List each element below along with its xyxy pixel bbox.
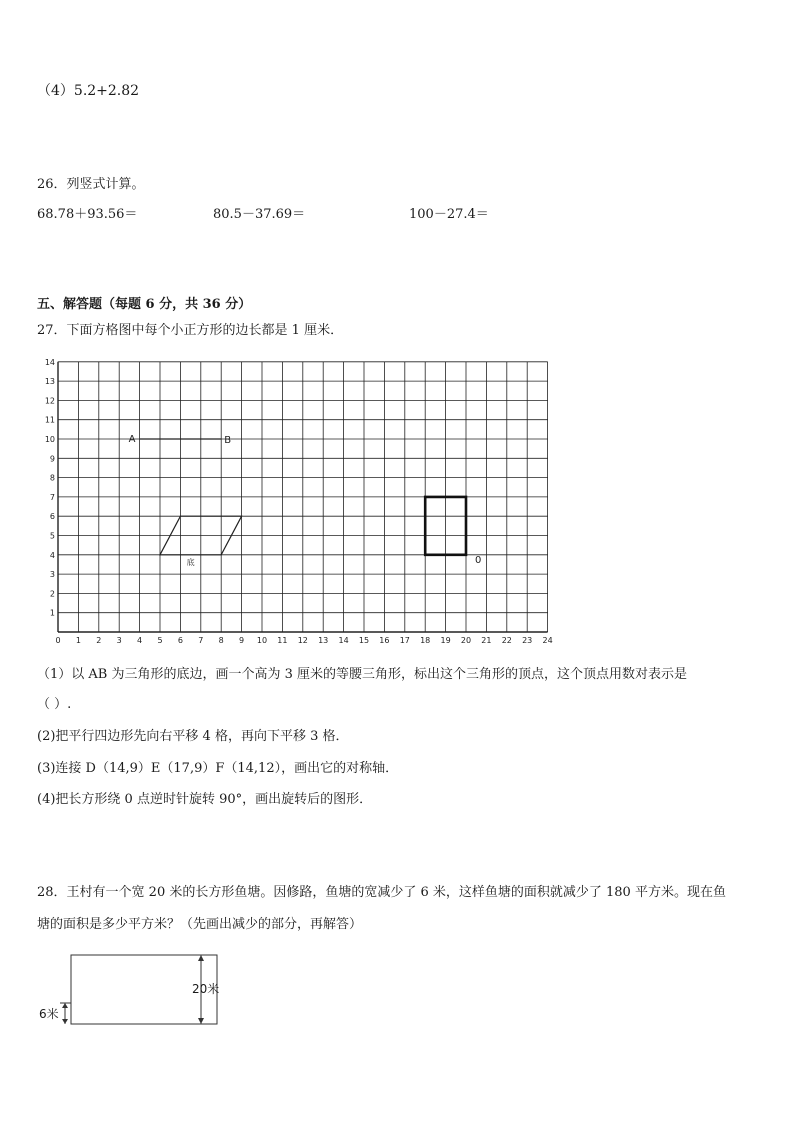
- y-tick-label-8: 8: [49, 473, 55, 483]
- x-tick-label-5: 5: [157, 636, 163, 645]
- x-tick-label-6: 6: [177, 636, 183, 645]
- label-base: 底: [186, 557, 195, 567]
- label-a: A: [128, 434, 136, 445]
- dim-6-arrow-top: [62, 1003, 68, 1008]
- y-tick-label-9: 9: [49, 454, 55, 464]
- x-tick-label-23: 23: [522, 636, 533, 645]
- coordinate-grid: [30, 358, 555, 648]
- q28-line1: 28．王村有一个宽 20 米的长方形鱼塘。因修路，鱼塘的宽减少了 6 米，这样鱼塘的面积就减少了 180 平方米。现在鱼: [37, 885, 726, 900]
- x-tick-label-1: 1: [75, 636, 81, 645]
- y-tick-label-11: 11: [44, 415, 55, 425]
- dim-20-arrow-top: [198, 955, 204, 961]
- label-20m: 20米: [192, 982, 220, 996]
- q26-expr-3: 100－27.4＝: [409, 207, 489, 222]
- x-tick-label-24: 24: [542, 636, 553, 645]
- q26-expr-2: 80.5－37.69＝: [213, 207, 306, 222]
- x-tick-label-8: 8: [218, 636, 224, 645]
- x-tick-label-17: 17: [399, 636, 410, 645]
- x-tick-label-16: 16: [379, 636, 390, 645]
- x-tick-label-9: 9: [239, 636, 245, 645]
- q25-item4: （4）5.2+2.82: [37, 83, 140, 99]
- x-tick-label-20: 20: [460, 636, 472, 645]
- y-tick-label-2: 2: [49, 589, 55, 599]
- q26-title: 26．列竖式计算。: [37, 177, 145, 192]
- x-tick-label-2: 2: [96, 636, 102, 645]
- q27-sub1-blank: （ ）.: [37, 697, 72, 712]
- x-tick-label-11: 11: [277, 636, 288, 645]
- x-tick-label-21: 21: [481, 636, 492, 645]
- x-tick-label-3: 3: [116, 636, 122, 645]
- y-tick-label-13: 13: [44, 377, 55, 387]
- x-tick-label-14: 14: [338, 636, 349, 645]
- q27-sub3: (3)连接 D（14,9）E（17,9）F（14,12），画出它的对称轴．: [37, 761, 399, 776]
- x-tick-label-12: 12: [297, 636, 308, 645]
- q27-sub4: (4)把长方形绕 0 点逆时针旋转 90°，画出旋转后的图形．: [37, 792, 373, 807]
- q27-sub2: (2)把平行四边形先向右平移 4 格，再向下平移 3 格．: [37, 729, 349, 744]
- q28-line2: 塘的面积是多少平方米？（先画出减少的部分，再解答）: [37, 917, 363, 932]
- x-tick-label-0: 0: [55, 636, 61, 645]
- x-tick-label-13: 13: [318, 636, 329, 645]
- q27-sub1: （1）以 AB 为三角形的底边，画一个高为 3 厘米的等腰三角形，标出这个三角形的顶点，这个顶点用数对表示是: [37, 667, 688, 682]
- dim-6-arrow-bottom: [62, 1019, 68, 1024]
- y-tick-label-3: 3: [49, 570, 55, 580]
- dim-20-arrow-bottom: [198, 1018, 204, 1024]
- x-tick-label-19: 19: [440, 636, 451, 645]
- label-b: B: [224, 435, 232, 446]
- x-tick-label-15: 15: [358, 636, 370, 645]
- x-tick-label-10: 10: [256, 636, 268, 645]
- y-tick-label-10: 10: [44, 435, 55, 444]
- y-tick-label-14: 14: [44, 358, 55, 367]
- y-tick-label-4: 4: [49, 550, 55, 560]
- y-tick-label-7: 7: [49, 492, 55, 502]
- section5-heading: 五、解答题（每题 6 分，共 36 分）: [37, 297, 252, 312]
- q26-expr-1: 68.78＋93.56＝: [37, 207, 138, 222]
- y-tick-label-5: 5: [49, 531, 55, 541]
- x-tick-label-22: 22: [501, 636, 512, 645]
- x-tick-label-18: 18: [420, 636, 431, 645]
- label-6m: 6米: [39, 1007, 59, 1021]
- q27-title: 27．下面方格图中每个小正方形的边长都是 1 厘米．: [37, 323, 344, 338]
- y-tick-label-12: 12: [44, 396, 55, 406]
- label-o: 0: [475, 554, 482, 566]
- y-tick-label-6: 6: [49, 512, 55, 522]
- x-tick-label-4: 4: [137, 636, 143, 645]
- y-tick-label-1: 1: [49, 608, 55, 618]
- x-tick-label-7: 7: [198, 636, 204, 645]
- pond-figure: [36, 948, 226, 1032]
